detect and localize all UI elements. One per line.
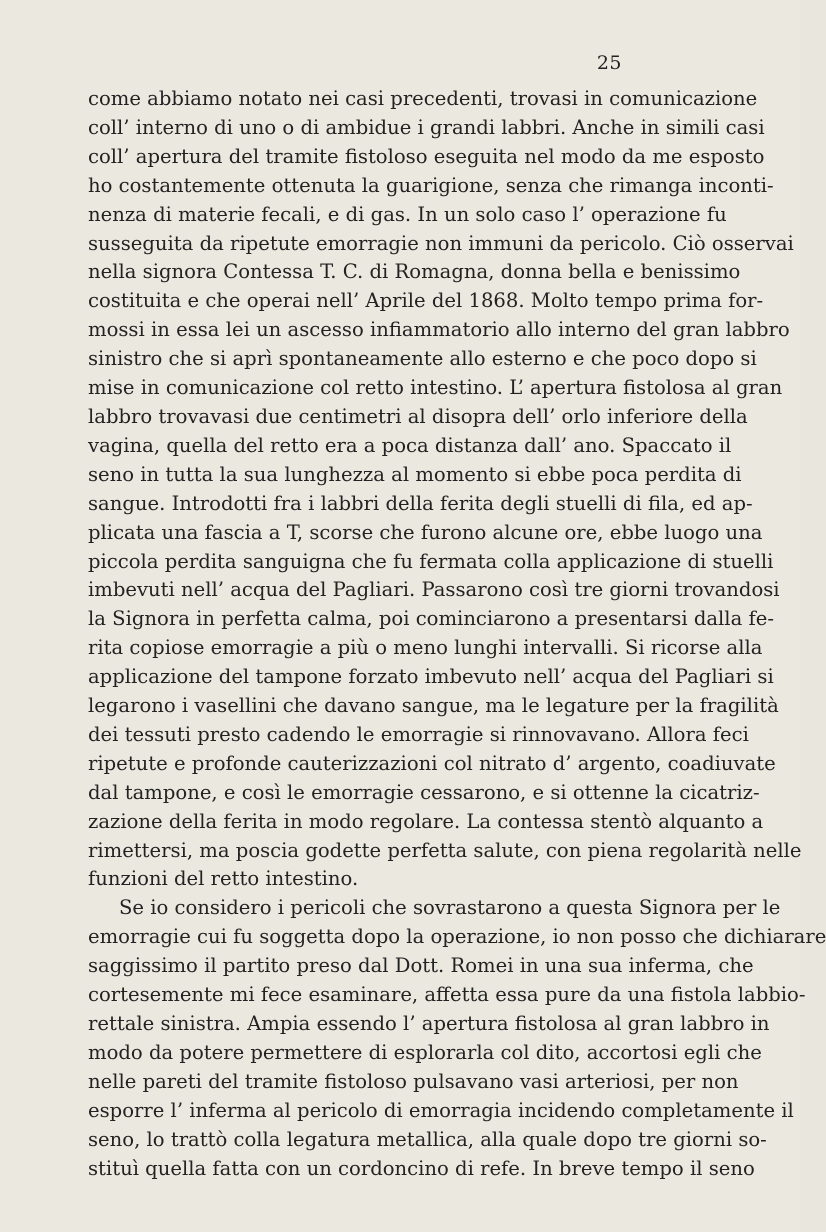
text-line: mise in comunicazione col retto intestino. L’ apertura fistolosa al gran xyxy=(88,376,783,400)
text-line: stituì quella fatta con un cordoncino di refe. In breve tempo il seno xyxy=(88,1156,755,1180)
text-line: Se io considero i pericoli che sovrastarono a questa Signora per le xyxy=(119,896,781,920)
text-line: sangue. Introdotti fra i labbri della ferita degli stuelli di fila, ed ap- xyxy=(88,491,753,515)
text-line: labbro trovavasi due centimetri al disopra dell’ orlo inferiore della xyxy=(88,404,748,428)
text-line: esporre l’ inferma al pericolo di emorragia incidendo completamente il xyxy=(88,1098,794,1122)
text-line: applicazione del tampone forzato imbevuto nell’ acqua del Pagliari si xyxy=(88,665,774,689)
text-line: funzioni del retto intestino. xyxy=(88,867,359,891)
text-line: cortesemente mi fece esaminare, affetta essa pure da una fistola labbio- xyxy=(88,983,806,1007)
paragraph-2 xyxy=(88,894,826,1183)
text-line: sinistro che si aprì spontaneamente allo esterno e che poco dopo si xyxy=(88,347,757,371)
text-line: emorragie cui fu soggetta dopo la operazione, io non posso che dichiarare xyxy=(88,925,826,949)
page-number: 25 xyxy=(596,52,622,74)
text-line: coll’ interno di uno o di ambidue i grandi labbri. Anche in simili casi xyxy=(88,115,765,139)
text-line: nella signora Contessa T. C. di Romagna, donna bella e benissimo xyxy=(88,260,741,284)
text-line: ho costantemente ottenuta la guarigione, senza che rimanga inconti- xyxy=(88,173,774,197)
text-line: coll’ apertura del tramite fistoloso eseguita nel modo da me esposto xyxy=(88,144,765,168)
text-line: dal tampone, e così le emorragie cessarono, e si ottenne la cicatriz- xyxy=(88,780,760,804)
text-line: la Signora in perfetta calma, poi cominciarono a presentarsi dalla fe- xyxy=(88,607,774,631)
text-line: susseguita da ripetute emorragie non immuni da pericolo. Ciò osservai xyxy=(88,231,794,255)
text-line: vagina, quella del retto era a poca distanza dall’ ano. Spaccato il xyxy=(88,433,732,457)
text-line: mossi in essa lei un ascesso infiammatorio allo interno del gran labbro xyxy=(88,318,790,342)
text-line: imbevuti nell’ acqua del Pagliari. Passarono così tre giorni trovandosi xyxy=(88,578,780,602)
text-line: costituita e che operai nell’ Aprile del 1868. Molto tempo prima for- xyxy=(88,289,764,313)
text-line: modo da potere permettere di esplorarla col dito, accortosi egli che xyxy=(88,1040,762,1064)
paragraph-1 xyxy=(88,85,802,894)
text-line: rettale sinistra. Ampia essendo l’ apertura fistolosa al gran labbro in xyxy=(88,1012,770,1035)
text-line: zazione della ferita in modo regolare. La contessa stentò alquanto a xyxy=(88,809,764,833)
text-line: seno, lo trattò colla legatura metallica, alla quale dopo tre giorni so- xyxy=(88,1127,767,1151)
text-line: dei tessuti presto cadendo le emorragie si rinnovavano. Allora feci xyxy=(88,722,749,746)
text-line: nelle pareti del tramite fistoloso pulsavano vasi arteriosi, per non xyxy=(88,1069,739,1093)
text-line: rimettersi, ma poscia godette perfetta salute, con piena regolarità nelle xyxy=(88,838,802,862)
text-line: ripetute e profonde cauterizzazioni col nitrato d’ argento, coadiuvate xyxy=(88,751,776,775)
text-line: seno in tutta la sua lunghezza al momento si ebbe poca perdita di xyxy=(88,462,742,486)
text-line: plicata una fascia a T, scorse che furono alcune ore, ebbe luogo una xyxy=(88,520,763,544)
text-line: come abbiamo notato nei casi precedenti, trovasi in comunicazione xyxy=(88,87,758,110)
text-line: nenza di materie fecali, e di gas. In un solo caso l’ operazione fu xyxy=(88,202,727,226)
text-line: saggissimo il partito preso dal Dott. Romei in una sua inferma, che xyxy=(88,954,754,978)
body-text xyxy=(88,85,826,1183)
text-line: legarono i vasellini che davano sangue, ma le legature per la fragilità xyxy=(88,694,779,718)
text-line: rita copiose emorragie a più o meno lunghi intervalli. Si ricorse alla xyxy=(88,636,763,660)
text-line: piccola perdita sanguigna che fu fermata colla applicazione di stuelli xyxy=(88,549,774,573)
